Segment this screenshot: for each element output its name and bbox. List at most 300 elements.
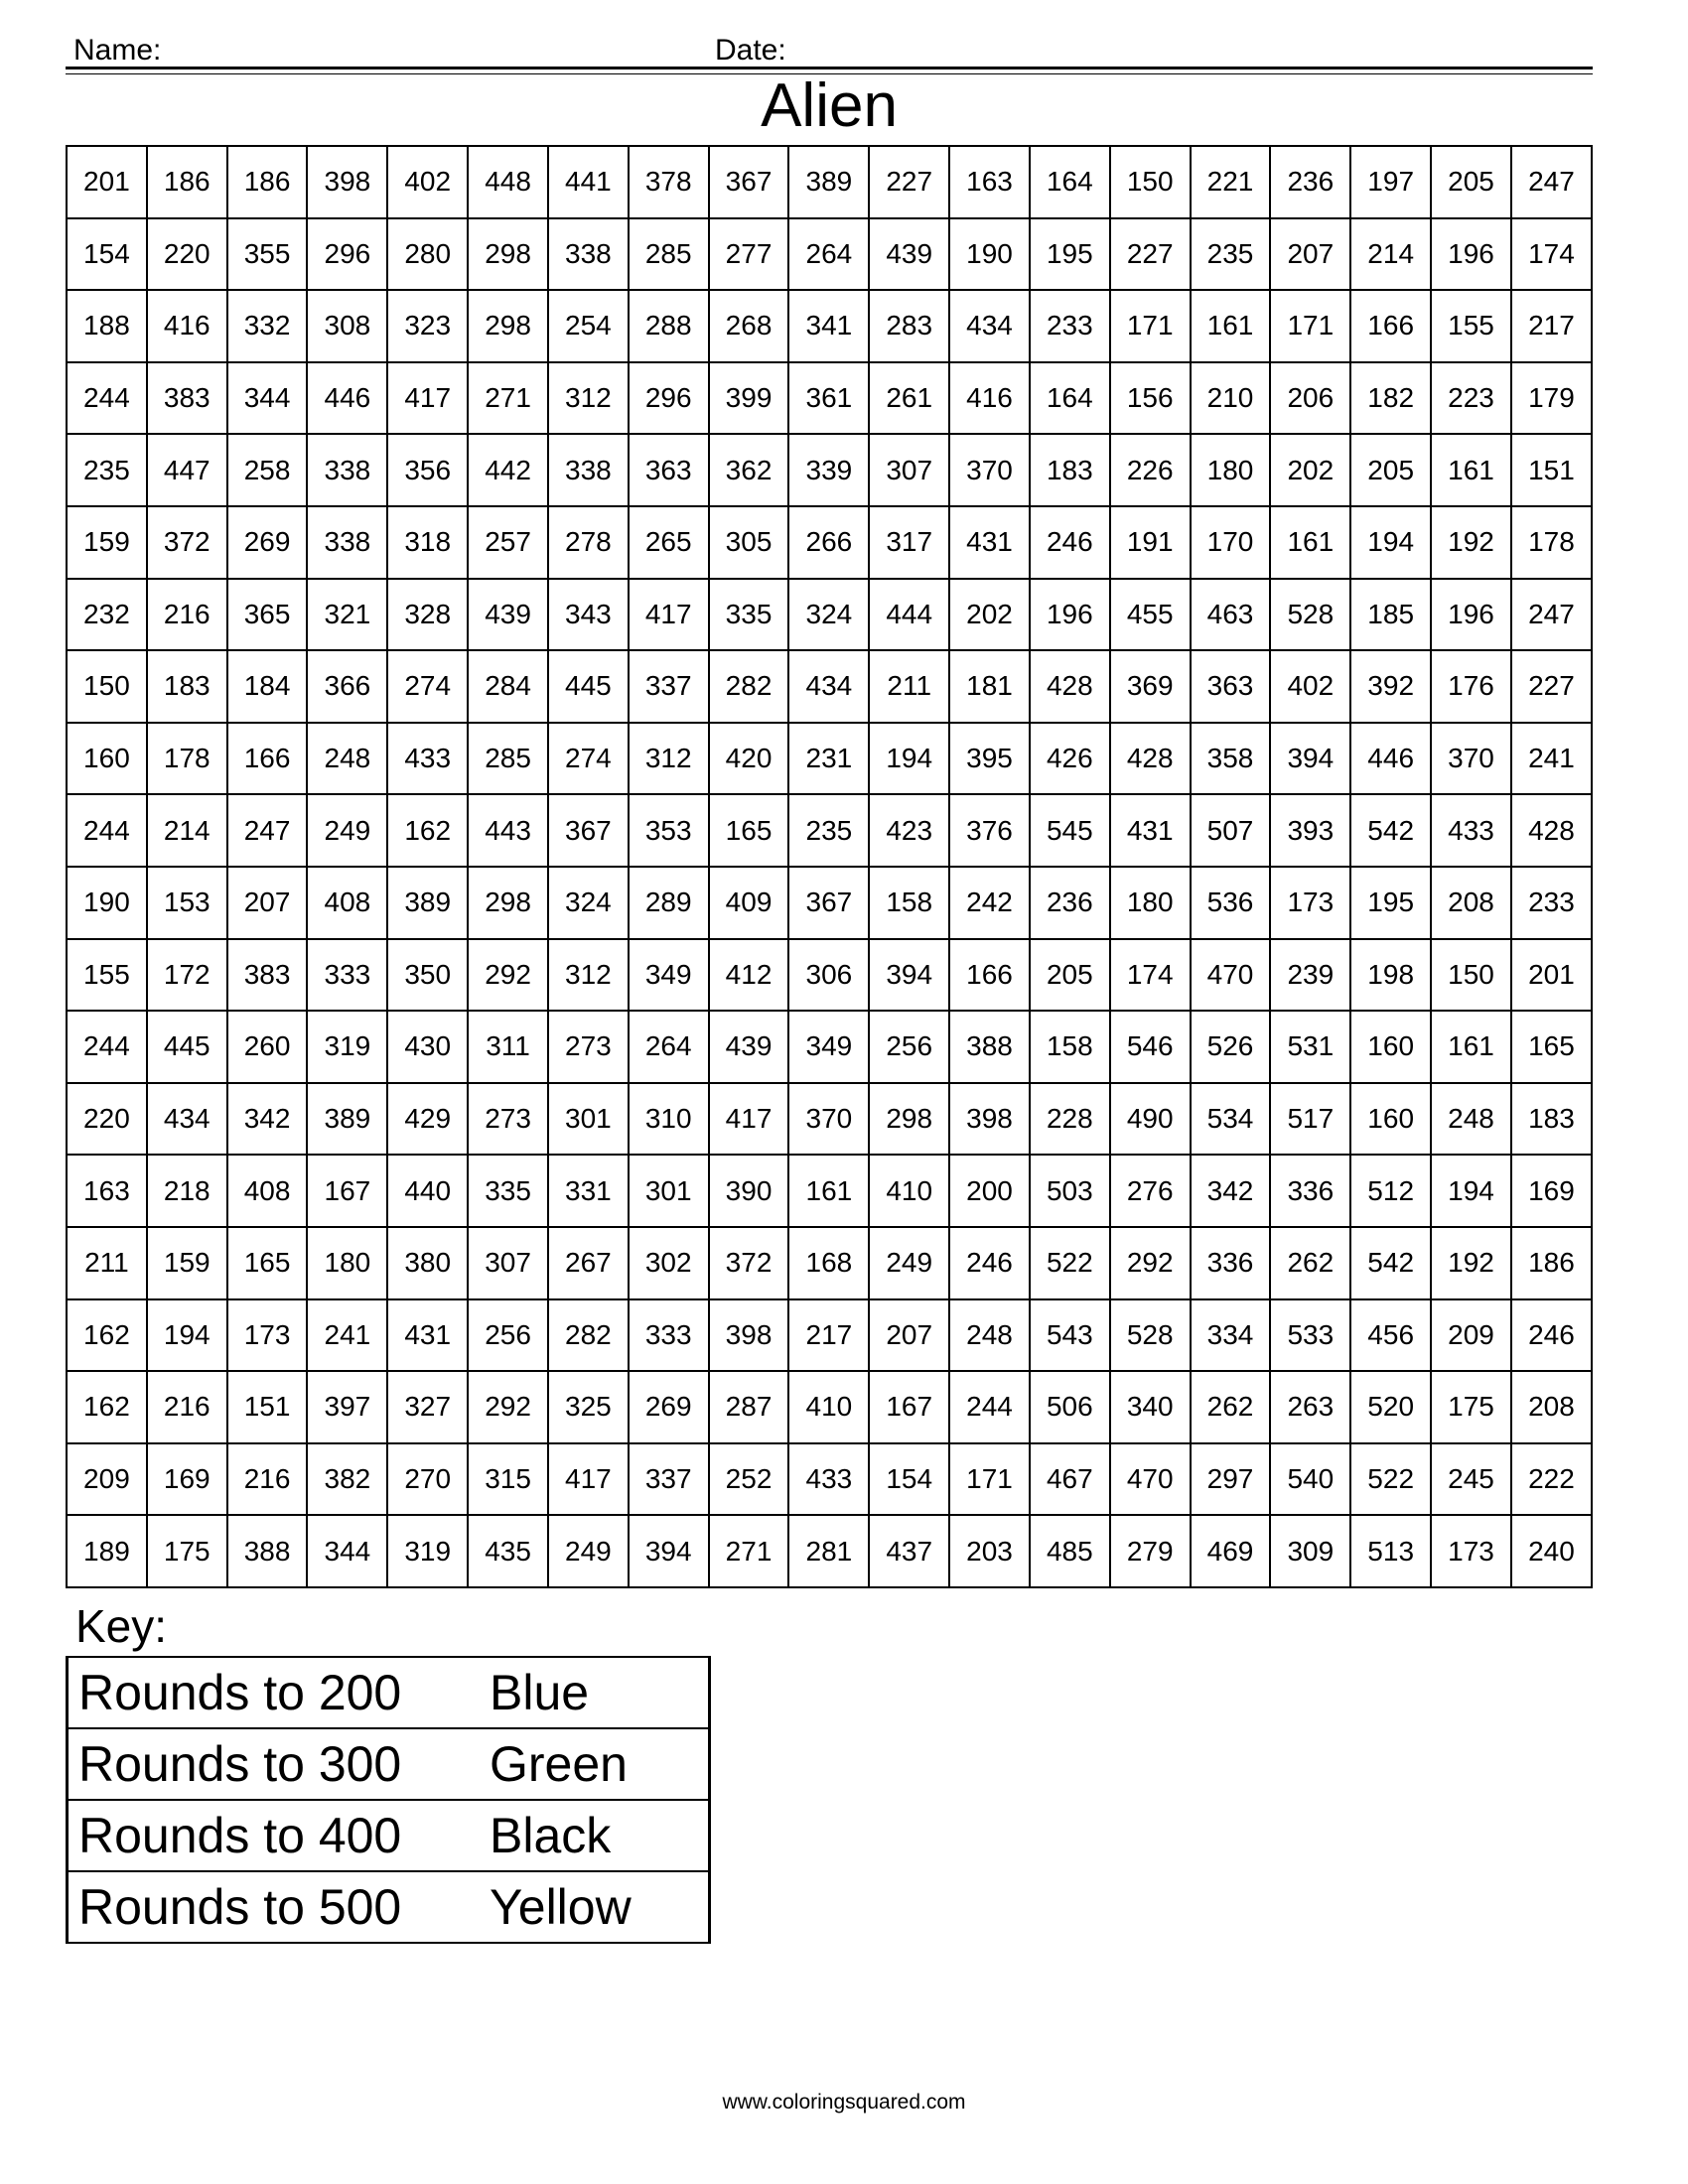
grid-cell[interactable]: 522 bbox=[1350, 1443, 1431, 1516]
grid-cell[interactable]: 408 bbox=[227, 1155, 308, 1227]
grid-cell[interactable]: 244 bbox=[67, 362, 147, 435]
grid-cell[interactable]: 428 bbox=[1511, 794, 1592, 867]
grid-cell[interactable]: 336 bbox=[1270, 1155, 1350, 1227]
grid-cell[interactable]: 442 bbox=[468, 434, 548, 506]
grid-cell[interactable]: 179 bbox=[1511, 362, 1592, 435]
grid-cell[interactable]: 172 bbox=[147, 939, 227, 1012]
grid-cell[interactable]: 236 bbox=[1270, 146, 1350, 218]
grid-cell[interactable]: 420 bbox=[709, 723, 789, 795]
grid-cell[interactable]: 485 bbox=[1030, 1515, 1110, 1587]
grid-cell[interactable]: 292 bbox=[468, 1371, 548, 1443]
grid-cell[interactable]: 166 bbox=[1350, 290, 1431, 362]
grid-cell[interactable]: 292 bbox=[1110, 1227, 1191, 1299]
grid-cell[interactable]: 165 bbox=[227, 1227, 308, 1299]
grid-cell[interactable]: 154 bbox=[67, 218, 147, 291]
grid-cell[interactable]: 409 bbox=[709, 867, 789, 939]
grid-cell[interactable]: 231 bbox=[788, 723, 869, 795]
grid-cell[interactable]: 274 bbox=[387, 650, 468, 723]
grid-cell[interactable]: 302 bbox=[629, 1227, 709, 1299]
grid-cell[interactable]: 540 bbox=[1270, 1443, 1350, 1516]
grid-cell[interactable]: 151 bbox=[1511, 434, 1592, 506]
grid-cell[interactable]: 239 bbox=[1270, 939, 1350, 1012]
grid-cell[interactable]: 205 bbox=[1350, 434, 1431, 506]
grid-cell[interactable]: 270 bbox=[387, 1443, 468, 1516]
grid-cell[interactable]: 174 bbox=[1110, 939, 1191, 1012]
grid-cell[interactable]: 507 bbox=[1191, 794, 1271, 867]
grid-cell[interactable]: 281 bbox=[788, 1515, 869, 1587]
grid-cell[interactable]: 242 bbox=[949, 867, 1030, 939]
grid-cell[interactable]: 337 bbox=[629, 1443, 709, 1516]
grid-cell[interactable]: 341 bbox=[788, 290, 869, 362]
grid-cell[interactable]: 434 bbox=[147, 1083, 227, 1156]
grid-cell[interactable]: 447 bbox=[147, 434, 227, 506]
grid-cell[interactable]: 307 bbox=[468, 1227, 548, 1299]
grid-cell[interactable]: 162 bbox=[67, 1299, 147, 1372]
grid-cell[interactable]: 209 bbox=[1431, 1299, 1511, 1372]
grid-cell[interactable]: 522 bbox=[1030, 1227, 1110, 1299]
grid-cell[interactable]: 150 bbox=[1431, 939, 1511, 1012]
grid-cell[interactable]: 246 bbox=[949, 1227, 1030, 1299]
grid-cell[interactable]: 276 bbox=[1110, 1155, 1191, 1227]
grid-cell[interactable]: 298 bbox=[468, 218, 548, 291]
grid-cell[interactable]: 188 bbox=[67, 290, 147, 362]
grid-cell[interactable]: 156 bbox=[1110, 362, 1191, 435]
grid-cell[interactable]: 214 bbox=[147, 794, 227, 867]
grid-cell[interactable]: 194 bbox=[1350, 506, 1431, 579]
grid-cell[interactable]: 155 bbox=[1431, 290, 1511, 362]
grid-cell[interactable]: 161 bbox=[1191, 290, 1271, 362]
grid-cell[interactable]: 248 bbox=[307, 723, 387, 795]
grid-cell[interactable]: 444 bbox=[869, 579, 949, 651]
grid-cell[interactable]: 338 bbox=[548, 218, 629, 291]
grid-cell[interactable]: 545 bbox=[1030, 794, 1110, 867]
grid-cell[interactable]: 282 bbox=[548, 1299, 629, 1372]
grid-cell[interactable]: 249 bbox=[869, 1227, 949, 1299]
grid-cell[interactable]: 207 bbox=[227, 867, 308, 939]
grid-cell[interactable]: 416 bbox=[147, 290, 227, 362]
grid-cell[interactable]: 245 bbox=[1431, 1443, 1511, 1516]
grid-cell[interactable]: 318 bbox=[387, 506, 468, 579]
grid-cell[interactable]: 343 bbox=[548, 579, 629, 651]
grid-cell[interactable]: 378 bbox=[629, 146, 709, 218]
grid-cell[interactable]: 160 bbox=[1350, 1011, 1431, 1083]
grid-cell[interactable]: 249 bbox=[307, 794, 387, 867]
grid-cell[interactable]: 402 bbox=[1270, 650, 1350, 723]
grid-cell[interactable]: 285 bbox=[468, 723, 548, 795]
grid-cell[interactable]: 194 bbox=[147, 1299, 227, 1372]
grid-cell[interactable]: 280 bbox=[387, 218, 468, 291]
grid-cell[interactable]: 154 bbox=[869, 1443, 949, 1516]
grid-cell[interactable]: 395 bbox=[949, 723, 1030, 795]
grid-cell[interactable]: 235 bbox=[67, 434, 147, 506]
grid-cell[interactable]: 440 bbox=[387, 1155, 468, 1227]
grid-cell[interactable]: 517 bbox=[1270, 1083, 1350, 1156]
grid-cell[interactable]: 431 bbox=[1110, 794, 1191, 867]
grid-cell[interactable]: 227 bbox=[1110, 218, 1191, 291]
grid-cell[interactable]: 282 bbox=[709, 650, 789, 723]
grid-cell[interactable]: 340 bbox=[1110, 1371, 1191, 1443]
grid-cell[interactable]: 165 bbox=[1511, 1011, 1592, 1083]
grid-cell[interactable]: 310 bbox=[629, 1083, 709, 1156]
grid-cell[interactable]: 546 bbox=[1110, 1011, 1191, 1083]
grid-cell[interactable]: 258 bbox=[227, 434, 308, 506]
grid-cell[interactable]: 203 bbox=[949, 1515, 1030, 1587]
grid-cell[interactable]: 244 bbox=[67, 1011, 147, 1083]
grid-cell[interactable]: 284 bbox=[468, 650, 548, 723]
grid-cell[interactable]: 536 bbox=[1191, 867, 1271, 939]
grid-cell[interactable]: 261 bbox=[869, 362, 949, 435]
grid-cell[interactable]: 389 bbox=[387, 867, 468, 939]
grid-cell[interactable]: 186 bbox=[1511, 1227, 1592, 1299]
grid-cell[interactable]: 383 bbox=[147, 362, 227, 435]
grid-cell[interactable]: 173 bbox=[1270, 867, 1350, 939]
grid-cell[interactable]: 244 bbox=[949, 1371, 1030, 1443]
grid-cell[interactable]: 196 bbox=[1030, 579, 1110, 651]
grid-cell[interactable]: 292 bbox=[468, 939, 548, 1012]
grid-cell[interactable]: 226 bbox=[1110, 434, 1191, 506]
grid-cell[interactable]: 168 bbox=[788, 1227, 869, 1299]
grid-cell[interactable]: 254 bbox=[548, 290, 629, 362]
grid-cell[interactable]: 196 bbox=[1431, 579, 1511, 651]
grid-cell[interactable]: 160 bbox=[1350, 1083, 1431, 1156]
grid-cell[interactable]: 301 bbox=[629, 1155, 709, 1227]
grid-cell[interactable]: 435 bbox=[468, 1515, 548, 1587]
grid-cell[interactable]: 218 bbox=[147, 1155, 227, 1227]
grid-cell[interactable]: 361 bbox=[788, 362, 869, 435]
grid-cell[interactable]: 257 bbox=[468, 506, 548, 579]
grid-cell[interactable]: 206 bbox=[1270, 362, 1350, 435]
grid-cell[interactable]: 262 bbox=[1270, 1227, 1350, 1299]
grid-cell[interactable]: 339 bbox=[788, 434, 869, 506]
grid-cell[interactable]: 271 bbox=[709, 1515, 789, 1587]
grid-cell[interactable]: 297 bbox=[1191, 1443, 1271, 1516]
grid-cell[interactable]: 176 bbox=[1431, 650, 1511, 723]
grid-cell[interactable]: 153 bbox=[147, 867, 227, 939]
grid-cell[interactable]: 542 bbox=[1350, 794, 1431, 867]
grid-cell[interactable]: 211 bbox=[67, 1227, 147, 1299]
grid-cell[interactable]: 397 bbox=[307, 1371, 387, 1443]
grid-cell[interactable]: 256 bbox=[869, 1011, 949, 1083]
grid-cell[interactable]: 433 bbox=[387, 723, 468, 795]
grid-cell[interactable]: 201 bbox=[67, 146, 147, 218]
grid-cell[interactable]: 222 bbox=[1511, 1443, 1592, 1516]
grid-cell[interactable]: 160 bbox=[67, 723, 147, 795]
grid-cell[interactable]: 372 bbox=[709, 1227, 789, 1299]
grid-cell[interactable]: 233 bbox=[1511, 867, 1592, 939]
grid-cell[interactable]: 512 bbox=[1350, 1155, 1431, 1227]
grid-cell[interactable]: 319 bbox=[387, 1515, 468, 1587]
grid-cell[interactable]: 220 bbox=[147, 218, 227, 291]
grid-cell[interactable]: 205 bbox=[1030, 939, 1110, 1012]
grid-cell[interactable]: 503 bbox=[1030, 1155, 1110, 1227]
grid-cell[interactable]: 356 bbox=[387, 434, 468, 506]
grid-cell[interactable]: 228 bbox=[1030, 1083, 1110, 1156]
grid-cell[interactable]: 169 bbox=[147, 1443, 227, 1516]
grid-cell[interactable]: 161 bbox=[788, 1155, 869, 1227]
grid-cell[interactable]: 309 bbox=[1270, 1515, 1350, 1587]
grid-cell[interactable]: 167 bbox=[869, 1371, 949, 1443]
grid-cell[interactable]: 163 bbox=[67, 1155, 147, 1227]
grid-cell[interactable]: 241 bbox=[307, 1299, 387, 1372]
grid-cell[interactable]: 367 bbox=[548, 794, 629, 867]
grid-cell[interactable]: 469 bbox=[1191, 1515, 1271, 1587]
grid-cell[interactable]: 383 bbox=[227, 939, 308, 1012]
grid-cell[interactable]: 183 bbox=[1511, 1083, 1592, 1156]
grid-cell[interactable]: 170 bbox=[1191, 506, 1271, 579]
grid-cell[interactable]: 235 bbox=[1191, 218, 1271, 291]
grid-cell[interactable]: 278 bbox=[548, 506, 629, 579]
grid-cell[interactable]: 337 bbox=[629, 650, 709, 723]
grid-cell[interactable]: 183 bbox=[147, 650, 227, 723]
grid-cell[interactable]: 163 bbox=[949, 146, 1030, 218]
grid-cell[interactable]: 171 bbox=[1270, 290, 1350, 362]
grid-cell[interactable]: 470 bbox=[1191, 939, 1271, 1012]
grid-cell[interactable]: 211 bbox=[869, 650, 949, 723]
grid-cell[interactable]: 285 bbox=[629, 218, 709, 291]
grid-cell[interactable]: 367 bbox=[709, 146, 789, 218]
grid-cell[interactable]: 410 bbox=[869, 1155, 949, 1227]
grid-cell[interactable]: 534 bbox=[1191, 1083, 1271, 1156]
grid-cell[interactable]: 324 bbox=[548, 867, 629, 939]
grid-cell[interactable]: 216 bbox=[147, 1371, 227, 1443]
grid-cell[interactable]: 376 bbox=[949, 794, 1030, 867]
grid-cell[interactable]: 190 bbox=[949, 218, 1030, 291]
grid-cell[interactable]: 394 bbox=[869, 939, 949, 1012]
grid-cell[interactable]: 190 bbox=[67, 867, 147, 939]
grid-cell[interactable]: 332 bbox=[227, 290, 308, 362]
grid-cell[interactable]: 430 bbox=[387, 1011, 468, 1083]
grid-cell[interactable]: 301 bbox=[548, 1083, 629, 1156]
grid-cell[interactable]: 216 bbox=[227, 1443, 308, 1516]
grid-cell[interactable]: 161 bbox=[1270, 506, 1350, 579]
grid-cell[interactable]: 288 bbox=[629, 290, 709, 362]
grid-cell[interactable]: 271 bbox=[468, 362, 548, 435]
grid-cell[interactable]: 528 bbox=[1270, 579, 1350, 651]
grid-cell[interactable]: 194 bbox=[1431, 1155, 1511, 1227]
grid-cell[interactable]: 216 bbox=[147, 579, 227, 651]
grid-cell[interactable]: 247 bbox=[1511, 146, 1592, 218]
grid-cell[interactable]: 335 bbox=[709, 579, 789, 651]
grid-cell[interactable]: 180 bbox=[307, 1227, 387, 1299]
grid-cell[interactable]: 355 bbox=[227, 218, 308, 291]
grid-cell[interactable]: 159 bbox=[67, 506, 147, 579]
grid-cell[interactable]: 150 bbox=[1110, 146, 1191, 218]
grid-cell[interactable]: 382 bbox=[307, 1443, 387, 1516]
grid-cell[interactable]: 189 bbox=[67, 1515, 147, 1587]
grid-cell[interactable]: 167 bbox=[307, 1155, 387, 1227]
grid-cell[interactable]: 317 bbox=[869, 506, 949, 579]
grid-cell[interactable]: 429 bbox=[387, 1083, 468, 1156]
grid-cell[interactable]: 279 bbox=[1110, 1515, 1191, 1587]
grid-cell[interactable]: 155 bbox=[67, 939, 147, 1012]
grid-cell[interactable]: 380 bbox=[387, 1227, 468, 1299]
grid-cell[interactable]: 178 bbox=[147, 723, 227, 795]
grid-cell[interactable]: 333 bbox=[307, 939, 387, 1012]
grid-cell[interactable]: 263 bbox=[1270, 1371, 1350, 1443]
grid-cell[interactable]: 207 bbox=[1270, 218, 1350, 291]
grid-cell[interactable]: 298 bbox=[869, 1083, 949, 1156]
grid-cell[interactable]: 338 bbox=[307, 434, 387, 506]
grid-cell[interactable]: 335 bbox=[468, 1155, 548, 1227]
grid-cell[interactable]: 181 bbox=[949, 650, 1030, 723]
grid-cell[interactable]: 431 bbox=[949, 506, 1030, 579]
grid-cell[interactable]: 232 bbox=[67, 579, 147, 651]
grid-cell[interactable]: 344 bbox=[307, 1515, 387, 1587]
grid-cell[interactable]: 173 bbox=[1431, 1515, 1511, 1587]
grid-cell[interactable]: 165 bbox=[709, 794, 789, 867]
grid-cell[interactable]: 298 bbox=[468, 290, 548, 362]
grid-cell[interactable]: 448 bbox=[468, 146, 548, 218]
grid-cell[interactable]: 244 bbox=[67, 794, 147, 867]
grid-cell[interactable]: 372 bbox=[147, 506, 227, 579]
grid-cell[interactable]: 312 bbox=[548, 939, 629, 1012]
grid-cell[interactable]: 367 bbox=[788, 867, 869, 939]
grid-cell[interactable]: 208 bbox=[1431, 867, 1511, 939]
grid-cell[interactable]: 227 bbox=[869, 146, 949, 218]
grid-cell[interactable]: 398 bbox=[307, 146, 387, 218]
grid-cell[interactable]: 175 bbox=[147, 1515, 227, 1587]
grid-cell[interactable]: 312 bbox=[548, 362, 629, 435]
grid-cell[interactable]: 194 bbox=[869, 723, 949, 795]
grid-cell[interactable]: 542 bbox=[1350, 1227, 1431, 1299]
grid-cell[interactable]: 264 bbox=[788, 218, 869, 291]
grid-cell[interactable]: 173 bbox=[227, 1299, 308, 1372]
grid-cell[interactable]: 349 bbox=[629, 939, 709, 1012]
grid-cell[interactable]: 543 bbox=[1030, 1299, 1110, 1372]
grid-cell[interactable]: 467 bbox=[1030, 1443, 1110, 1516]
grid-cell[interactable]: 164 bbox=[1030, 362, 1110, 435]
grid-cell[interactable]: 328 bbox=[387, 579, 468, 651]
grid-cell[interactable]: 417 bbox=[709, 1083, 789, 1156]
grid-cell[interactable]: 185 bbox=[1350, 579, 1431, 651]
grid-cell[interactable]: 197 bbox=[1350, 146, 1431, 218]
grid-cell[interactable]: 150 bbox=[67, 650, 147, 723]
grid-cell[interactable]: 408 bbox=[307, 867, 387, 939]
grid-cell[interactable]: 315 bbox=[468, 1443, 548, 1516]
grid-cell[interactable]: 269 bbox=[227, 506, 308, 579]
grid-cell[interactable]: 264 bbox=[629, 1011, 709, 1083]
grid-cell[interactable]: 209 bbox=[67, 1443, 147, 1516]
grid-cell[interactable]: 388 bbox=[227, 1515, 308, 1587]
grid-cell[interactable]: 201 bbox=[1511, 939, 1592, 1012]
grid-cell[interactable]: 175 bbox=[1431, 1371, 1511, 1443]
grid-cell[interactable]: 370 bbox=[788, 1083, 869, 1156]
grid-cell[interactable]: 210 bbox=[1191, 362, 1271, 435]
grid-cell[interactable]: 265 bbox=[629, 506, 709, 579]
grid-cell[interactable]: 338 bbox=[307, 506, 387, 579]
grid-cell[interactable]: 358 bbox=[1191, 723, 1271, 795]
grid-cell[interactable]: 161 bbox=[1431, 1011, 1511, 1083]
grid-cell[interactable]: 186 bbox=[147, 146, 227, 218]
grid-cell[interactable]: 266 bbox=[788, 506, 869, 579]
grid-cell[interactable]: 334 bbox=[1191, 1299, 1271, 1372]
grid-cell[interactable]: 353 bbox=[629, 794, 709, 867]
grid-cell[interactable]: 437 bbox=[869, 1515, 949, 1587]
grid-cell[interactable]: 470 bbox=[1110, 1443, 1191, 1516]
grid-cell[interactable]: 390 bbox=[709, 1155, 789, 1227]
grid-cell[interactable]: 162 bbox=[387, 794, 468, 867]
grid-cell[interactable]: 171 bbox=[949, 1443, 1030, 1516]
grid-cell[interactable]: 526 bbox=[1191, 1011, 1271, 1083]
grid-cell[interactable]: 393 bbox=[1270, 794, 1350, 867]
grid-cell[interactable]: 402 bbox=[387, 146, 468, 218]
grid-cell[interactable]: 246 bbox=[1030, 506, 1110, 579]
grid-cell[interactable]: 433 bbox=[788, 1443, 869, 1516]
grid-cell[interactable]: 428 bbox=[1030, 650, 1110, 723]
grid-cell[interactable]: 307 bbox=[869, 434, 949, 506]
grid-cell[interactable]: 308 bbox=[307, 290, 387, 362]
grid-cell[interactable]: 333 bbox=[629, 1299, 709, 1372]
grid-cell[interactable]: 195 bbox=[1350, 867, 1431, 939]
grid-cell[interactable]: 331 bbox=[548, 1155, 629, 1227]
grid-cell[interactable]: 423 bbox=[869, 794, 949, 867]
grid-cell[interactable]: 366 bbox=[307, 650, 387, 723]
grid-cell[interactable]: 233 bbox=[1030, 290, 1110, 362]
grid-cell[interactable]: 178 bbox=[1511, 506, 1592, 579]
grid-cell[interactable]: 434 bbox=[949, 290, 1030, 362]
grid-cell[interactable]: 362 bbox=[709, 434, 789, 506]
grid-cell[interactable]: 363 bbox=[629, 434, 709, 506]
grid-cell[interactable]: 182 bbox=[1350, 362, 1431, 435]
grid-cell[interactable]: 221 bbox=[1191, 146, 1271, 218]
grid-cell[interactable]: 247 bbox=[1511, 579, 1592, 651]
grid-cell[interactable]: 327 bbox=[387, 1371, 468, 1443]
grid-cell[interactable]: 296 bbox=[307, 218, 387, 291]
grid-cell[interactable]: 324 bbox=[788, 579, 869, 651]
grid-cell[interactable]: 344 bbox=[227, 362, 308, 435]
grid-cell[interactable]: 392 bbox=[1350, 650, 1431, 723]
grid-cell[interactable]: 217 bbox=[1511, 290, 1592, 362]
grid-cell[interactable]: 247 bbox=[227, 794, 308, 867]
grid-cell[interactable]: 389 bbox=[307, 1083, 387, 1156]
grid-cell[interactable]: 431 bbox=[387, 1299, 468, 1372]
grid-cell[interactable]: 446 bbox=[1350, 723, 1431, 795]
grid-cell[interactable]: 205 bbox=[1431, 146, 1511, 218]
grid-cell[interactable]: 240 bbox=[1511, 1515, 1592, 1587]
grid-cell[interactable]: 445 bbox=[548, 650, 629, 723]
grid-cell[interactable]: 208 bbox=[1511, 1371, 1592, 1443]
grid-cell[interactable]: 171 bbox=[1110, 290, 1191, 362]
grid-cell[interactable]: 214 bbox=[1350, 218, 1431, 291]
grid-cell[interactable]: 389 bbox=[788, 146, 869, 218]
grid-cell[interactable]: 412 bbox=[709, 939, 789, 1012]
grid-cell[interactable]: 456 bbox=[1350, 1299, 1431, 1372]
grid-cell[interactable]: 260 bbox=[227, 1011, 308, 1083]
grid-cell[interactable]: 394 bbox=[1270, 723, 1350, 795]
grid-cell[interactable]: 220 bbox=[67, 1083, 147, 1156]
grid-cell[interactable]: 416 bbox=[949, 362, 1030, 435]
grid-cell[interactable]: 162 bbox=[67, 1371, 147, 1443]
grid-cell[interactable]: 207 bbox=[869, 1299, 949, 1372]
grid-cell[interactable]: 349 bbox=[788, 1011, 869, 1083]
grid-cell[interactable]: 394 bbox=[629, 1515, 709, 1587]
grid-cell[interactable]: 191 bbox=[1110, 506, 1191, 579]
grid-cell[interactable]: 520 bbox=[1350, 1371, 1431, 1443]
grid-cell[interactable]: 166 bbox=[227, 723, 308, 795]
grid-cell[interactable]: 363 bbox=[1191, 650, 1271, 723]
grid-cell[interactable]: 446 bbox=[307, 362, 387, 435]
grid-cell[interactable]: 246 bbox=[1511, 1299, 1592, 1372]
grid-cell[interactable]: 195 bbox=[1030, 218, 1110, 291]
grid-cell[interactable]: 398 bbox=[709, 1299, 789, 1372]
grid-cell[interactable]: 490 bbox=[1110, 1083, 1191, 1156]
grid-cell[interactable]: 296 bbox=[629, 362, 709, 435]
grid-cell[interactable]: 311 bbox=[468, 1011, 548, 1083]
grid-cell[interactable]: 513 bbox=[1350, 1515, 1431, 1587]
grid-cell[interactable]: 217 bbox=[788, 1299, 869, 1372]
grid-cell[interactable]: 321 bbox=[307, 579, 387, 651]
grid-cell[interactable]: 455 bbox=[1110, 579, 1191, 651]
